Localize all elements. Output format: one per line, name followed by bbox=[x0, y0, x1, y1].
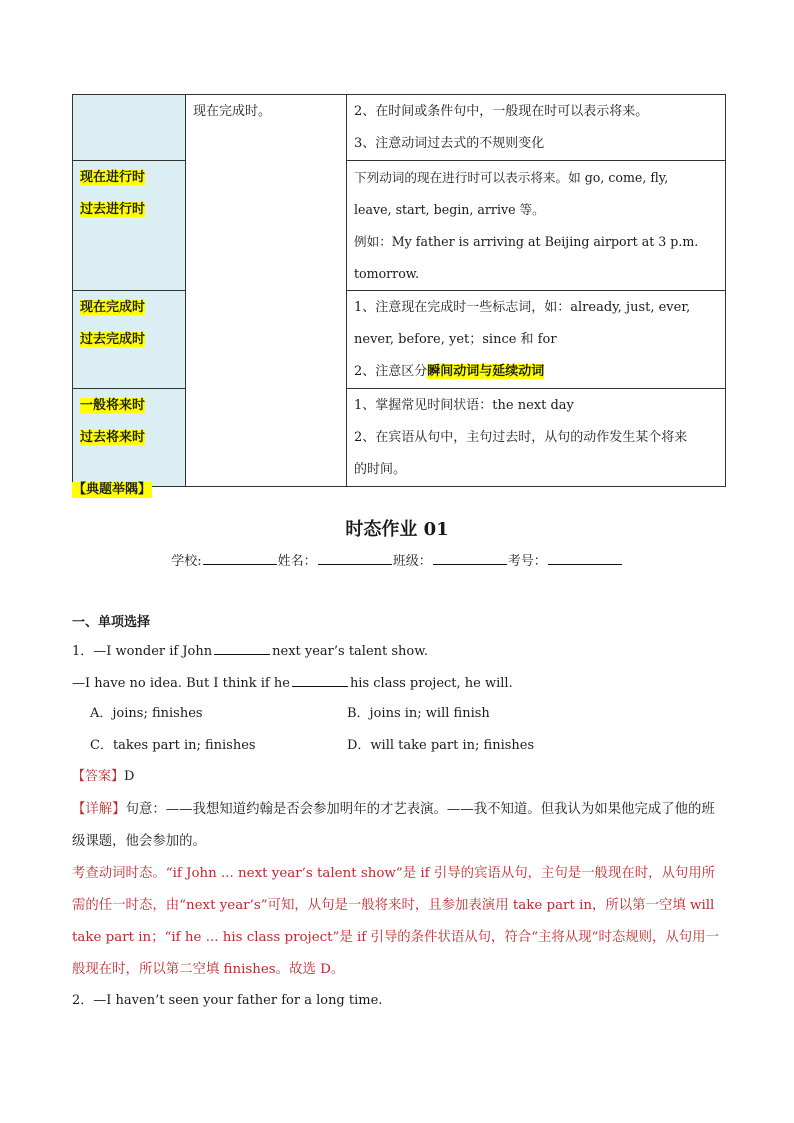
rule-line: 2、在时间或条件句中，一般现在时可以表示将来。 bbox=[354, 104, 649, 119]
rule-line: never, before, yet；since 和 for bbox=[354, 332, 557, 347]
tense-label: 一般将来时 bbox=[80, 398, 146, 413]
table-row bbox=[73, 389, 726, 487]
rule-line bbox=[354, 356, 719, 388]
rule-line: 2、在宾语从句中，主句过去时，从句的动作发生某个将来 bbox=[354, 430, 688, 445]
tense-table bbox=[72, 94, 726, 487]
rule-line: 3、注意动词过去式的不规则变化 bbox=[354, 136, 545, 151]
table-cell-rules bbox=[347, 95, 726, 161]
table-cell-tense bbox=[73, 95, 186, 161]
table-cell-tense bbox=[73, 389, 186, 487]
number-field[interactable] bbox=[548, 552, 622, 565]
option-d[interactable]: D．will take part in; finishes bbox=[347, 738, 535, 753]
table-cell-rules bbox=[347, 161, 726, 291]
question-number: 1． bbox=[72, 644, 94, 659]
name-field[interactable] bbox=[318, 552, 392, 565]
school-label: 学校: bbox=[171, 554, 202, 569]
answer-label: 【答案】 bbox=[72, 769, 125, 784]
detail-analysis: 考查动词时态。“if John ... next year’s talent show”是 if 引导的宾语从句，主句是一般现在时，从句用所需的任一时态，由“next year’s”可知，从句是一般将来时，且参加表演用 take part in，所以第一空填 will take part in；“if he ... his class project”是 if 引导的条件状语从句，符合“主将从现”时态规则，从句用一般现在时，所以第二空填 finishes。故选 D。 bbox=[72, 866, 719, 977]
note-text: 现在完成时。 bbox=[193, 104, 272, 119]
rule-line: 例如：My father is arriving at Beijing airport at 3 p.m. tomorrow. bbox=[354, 234, 699, 281]
option-c[interactable]: C．takes part in; finishes bbox=[90, 738, 256, 753]
table-row bbox=[73, 291, 726, 389]
rule-prefix: 2、注意区分 bbox=[354, 364, 428, 379]
rule-line: 的时间。 bbox=[354, 462, 407, 477]
student-info-line bbox=[0, 552, 794, 570]
number-label: 考号： bbox=[507, 554, 547, 569]
question-stem bbox=[72, 643, 428, 660]
stem-part: next year’s talent show. bbox=[272, 644, 428, 659]
table-cell-tense bbox=[73, 291, 186, 389]
question-reply bbox=[72, 675, 513, 692]
tense-label: 过去进行时 bbox=[80, 202, 146, 217]
answer-blank bbox=[214, 643, 270, 655]
answer-value: D bbox=[124, 769, 135, 784]
highlighted-term: 瞬间动词与延续动词 bbox=[427, 364, 545, 379]
detail-text: 句意：——我想知道约翰是否会参加明年的才艺表演。——我不知道。但我认为如果他完成了他的班级课题，他会参加的。 bbox=[72, 802, 715, 849]
table-cell-tense bbox=[73, 161, 186, 291]
table-cell-rules bbox=[347, 291, 726, 389]
table-cell-note bbox=[186, 95, 347, 487]
question-2: 2．—I haven’t seen your father for a long time. bbox=[72, 993, 383, 1008]
class-field[interactable] bbox=[433, 552, 507, 565]
rule-line: leave, start, begin, arrive 等。 bbox=[354, 202, 545, 217]
section-heading: 一、单项选择 bbox=[72, 615, 151, 630]
tense-label: 过去完成时 bbox=[80, 332, 146, 347]
class-label: 班级： bbox=[392, 554, 432, 569]
table-cell-rules bbox=[347, 389, 726, 487]
tense-label: 过去将来时 bbox=[80, 430, 146, 445]
tense-label: 现在完成时 bbox=[80, 300, 146, 315]
rule-line: 1、掌握常见时间状语：the next day bbox=[354, 398, 574, 413]
detail-translation bbox=[72, 794, 724, 858]
option-b[interactable]: B．joins in; will finish bbox=[347, 706, 490, 721]
page-title: 时态作业 01 bbox=[345, 519, 449, 540]
detail-label: 【详解】 bbox=[72, 802, 126, 817]
rule-line: 下列动词的现在进行时可以表示将来。如 go, come, fly, bbox=[354, 170, 669, 185]
answer-blank bbox=[292, 675, 348, 687]
answer-line bbox=[72, 769, 134, 785]
reply-part: his class project, he will. bbox=[349, 676, 513, 691]
school-field[interactable] bbox=[203, 552, 277, 565]
name-label: 姓名： bbox=[277, 554, 317, 569]
option-a[interactable]: A．joins; finishes bbox=[90, 706, 203, 721]
table-row bbox=[73, 95, 726, 161]
rule-line: 1、注意现在完成时一些标志词，如：already, just, ever, bbox=[354, 300, 691, 315]
tense-label: 现在进行时 bbox=[80, 170, 146, 185]
section-tag: 【典题举隅】 bbox=[73, 482, 152, 497]
table-row bbox=[73, 161, 726, 291]
stem-part: —I wonder if John bbox=[93, 644, 213, 659]
reply-part: —I have no idea. But I think if he bbox=[72, 676, 290, 691]
